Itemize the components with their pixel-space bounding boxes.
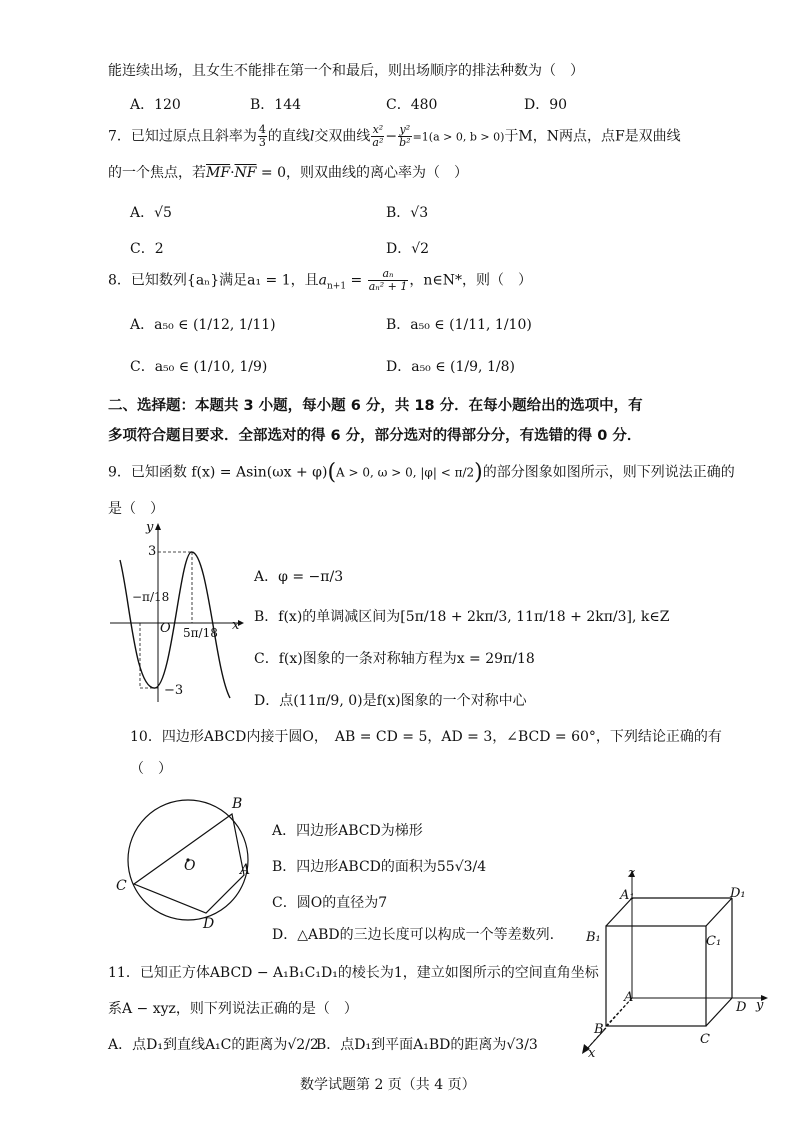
q7-option-d: D．√2	[386, 241, 430, 257]
q11-cube-d1-label: D₁	[730, 886, 746, 901]
q9-option-d: D．点(11π/9, 0)是f(x)图象的一个对称中心	[254, 693, 527, 709]
q10-stem: 10．四边形ABCD内接于圆O， AB = CD = 5，AD = 3，∠BCD = 60°，下列结论正确的有	[130, 729, 722, 745]
page-footer: 数学试题第 2 页（共 4 页）	[300, 1077, 476, 1093]
q10-label-d: D	[203, 916, 215, 932]
q8-stem: 8．已知数列{aₙ}满足a₁ = 1，且$a_{n+1}$ = $\frac{\text{aₙ}}{\text{aₙ² + 1}}$ ，n∈N*，则（ ）	[108, 267, 532, 293]
q11-option-a: A．点D₁到直线A₁C的距离为√2/2	[108, 1037, 319, 1053]
q11-cube-b1-label: B₁	[586, 930, 601, 945]
section2-heading-line2: 多项符合题目要求．全部选对的得 6 分，部分选对的得部分分，有选错的得 0 分．	[108, 428, 642, 444]
q9-graph-neg-pi-18: −π/18	[132, 590, 170, 604]
q10-label-c: C	[116, 878, 127, 894]
q11-cube-b-label: B	[594, 1022, 604, 1037]
q6-option-b: B．144	[250, 97, 302, 113]
q10-option-c: C．圆O的直径为7	[272, 895, 388, 911]
q11-stem-line2: 系A − xyz，则下列说法正确的是（ ）	[108, 1001, 358, 1017]
q7-option-c: C．2	[130, 241, 164, 257]
q6-option-d: D．90	[524, 97, 568, 113]
q9-graph-min: −3	[164, 683, 184, 698]
section2-heading-line1: 二、选择题：本题共 3 小题，每小题 6 分，共 18 分．在每小题给出的选项中，有	[108, 398, 643, 414]
q10-stem-line2: （ ）	[130, 761, 172, 777]
q11-cube-a1-label: A₁	[620, 888, 635, 903]
q7-stem: 7．已知过原点且斜率为 $\frac{4}{3}$ 的直线l交双曲线 $\frac{\text{x²}}{\text{a²}}$ − $\frac{\text{y²}}{\text{b²}}$ =1(a > 0, b > 0)于M，N两点，点F是双曲线	[108, 123, 681, 149]
q11-cube-y-label: y	[756, 998, 764, 1013]
q9-graph-max: 3	[148, 544, 157, 559]
q11-cube-a-label: A	[624, 990, 634, 1005]
q9-option-a: A．φ = −π/3	[254, 569, 344, 585]
q8-option-c: C．a₅₀ ∈ (1/10, 1/9)	[130, 359, 268, 375]
q11-cube-d-label: D	[736, 1000, 747, 1015]
q11-stem: 11．已知正方体ABCD − A₁B₁C₁D₁的棱长为1，建立如图所示的空间直角坐标	[108, 965, 599, 981]
q11-cube-x-label: x	[588, 1046, 596, 1061]
q11-cube-c1-label: C₁	[706, 934, 722, 949]
q11-cube-figure	[578, 868, 778, 1064]
q7-option-b: B．√3	[386, 205, 429, 221]
q8-option-b: B．a₅₀ ∈ (1/11, 1/10)	[386, 317, 532, 333]
q7-option-a: A．√5	[130, 205, 172, 221]
q9-graph-origin: O	[160, 621, 171, 636]
q8-option-a: A．a₅₀ ∈ (1/12, 1/11)	[130, 317, 276, 333]
q6-continuation: 能连续出场，且女生不能排在第一个和最后，则出场顺序的排法种数为（ ）	[108, 63, 584, 79]
q9-option-b: B．f(x)的单调减区间为[5π/18 + 2kπ/3, 11π/18 + 2kπ/3], k∈Z	[254, 609, 670, 625]
q9-graph-y-label: y	[146, 520, 154, 535]
q10-label-b: B	[232, 796, 243, 812]
q10-option-a: A．四边形ABCD为梯形	[272, 823, 423, 839]
q10-option-d: D．△ABD的三边长度可以构成一个等差数列.	[272, 927, 555, 943]
q9-option-c: C．f(x)图象的一条对称轴方程为x = 29π/18	[254, 651, 535, 667]
q6-option-c: C．480	[386, 97, 438, 113]
q7-stem-line2: 的一个焦点，若$\overline{MF}\cdot\overline{NF} = 0$，则双曲线的离心率为（ ）	[108, 165, 469, 181]
q10-label-a: A	[240, 862, 251, 878]
q9-graph-x-label: x	[232, 618, 240, 633]
q9-sine-graph	[110, 520, 250, 705]
q11-cube-c-label: C	[700, 1032, 710, 1047]
q8-option-d: D．a₅₀ ∈ (1/9, 1/8)	[386, 359, 515, 375]
q11-cube-z-label: z	[628, 866, 635, 881]
q10-label-o: O	[184, 858, 196, 874]
q6-option-a: A．120	[130, 97, 181, 113]
q11-option-b: B．点D₁到平面A₁BD的距离为√3/3	[316, 1037, 538, 1053]
q9-graph-5pi-18: 5π/18	[183, 626, 218, 640]
q10-option-b: B．四边形ABCD的面积为55√3/4	[272, 859, 487, 875]
q9-stem: 9．已知函数 f(x) = Asin(ωx + φ)(A > 0, ω > 0, |φ| < π/2)的部分图象如图所示，则下列说法正确的	[108, 460, 735, 485]
q9-stem-line2: 是（ ）	[108, 501, 164, 517]
